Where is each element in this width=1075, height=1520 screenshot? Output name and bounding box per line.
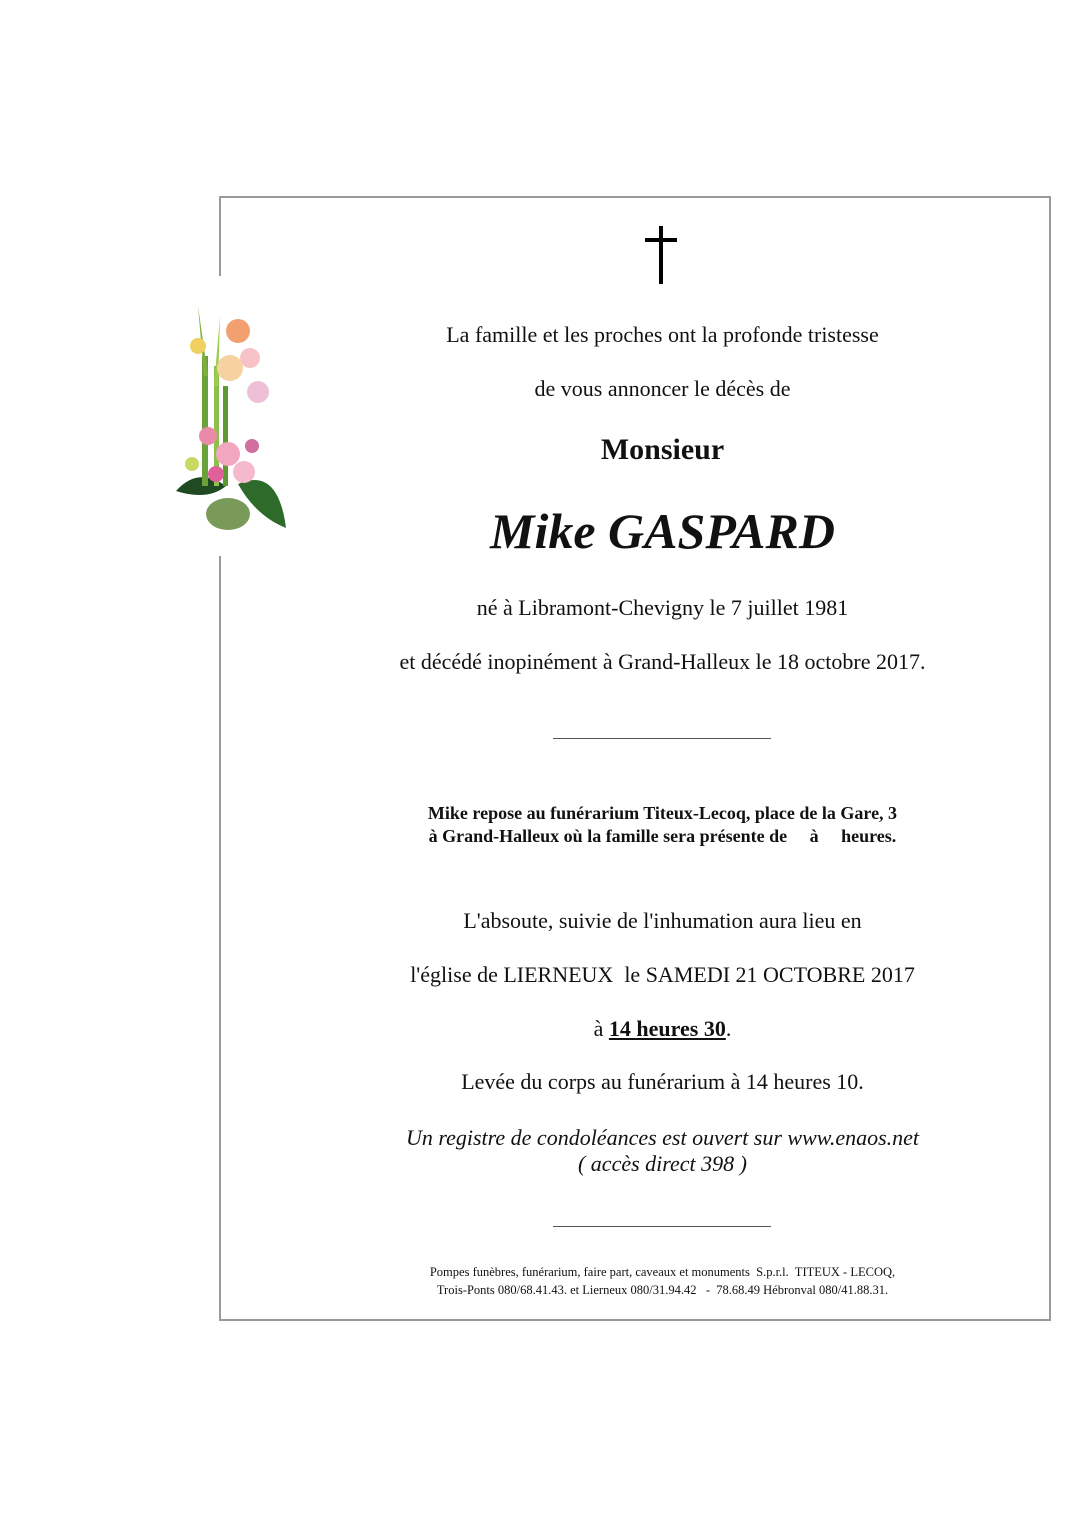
flower-bouquet-icon <box>168 296 292 536</box>
birth-line: né à Libramont-Chevigny le 7 juillet 1981 <box>476 595 849 620</box>
registry-line-1: Un registre de condoléances est ouvert sur www.enaos.net <box>405 1125 920 1150</box>
repose-line-1: Mike repose au funérarium Titeux-Lecoq, place de la Gare, 3 <box>427 803 898 823</box>
levee-line: Levée du corps au funérarium à 14 heures 10. <box>461 1069 864 1094</box>
title-monsieur: Monsieur <box>600 433 725 466</box>
registry-line-2: ( accès direct 398 ) <box>577 1151 747 1176</box>
footer-line-1: Pompes funèbres, funérarium, faire part, caveaux et monuments S.p.r.l. TITEUX - LECOQ, <box>429 1265 896 1279</box>
ceremony-line-2: l'église de LIERNEUX le SAMEDI 21 OCTOBRE 2017 <box>410 962 915 987</box>
ceremony-time-line <box>340 1016 985 1042</box>
footer-line-2: Trois-Ponts 080/68.41.43. et Lierneux 080/31.94.42 - 78.68.49 Hébronval 080/41.88.31. <box>436 1283 889 1297</box>
repose-line-2: à Grand-Halleux où la famille sera présente de à heures. <box>428 826 897 846</box>
ceremony-line-1: L'absoute, suivie de l'inhumation aura lieu en <box>463 908 862 933</box>
death-line: et décédé inopinément à Grand-Halleux le 18 octobre 2017. <box>399 649 926 674</box>
separator-2 <box>553 1226 771 1227</box>
ceremony-time: 14 heures 30 <box>608 1016 726 1041</box>
intro-line-2: de vous annoncer le décès de <box>534 376 791 401</box>
time-suffix: . <box>725 1016 732 1041</box>
deceased-name: Mike GASPARD <box>490 503 835 559</box>
separator-1 <box>553 738 771 739</box>
intro-line-1: La famille et les proches ont la profonde tristesse <box>446 322 879 347</box>
cross-icon <box>645 226 677 284</box>
time-prefix: à <box>593 1016 609 1041</box>
